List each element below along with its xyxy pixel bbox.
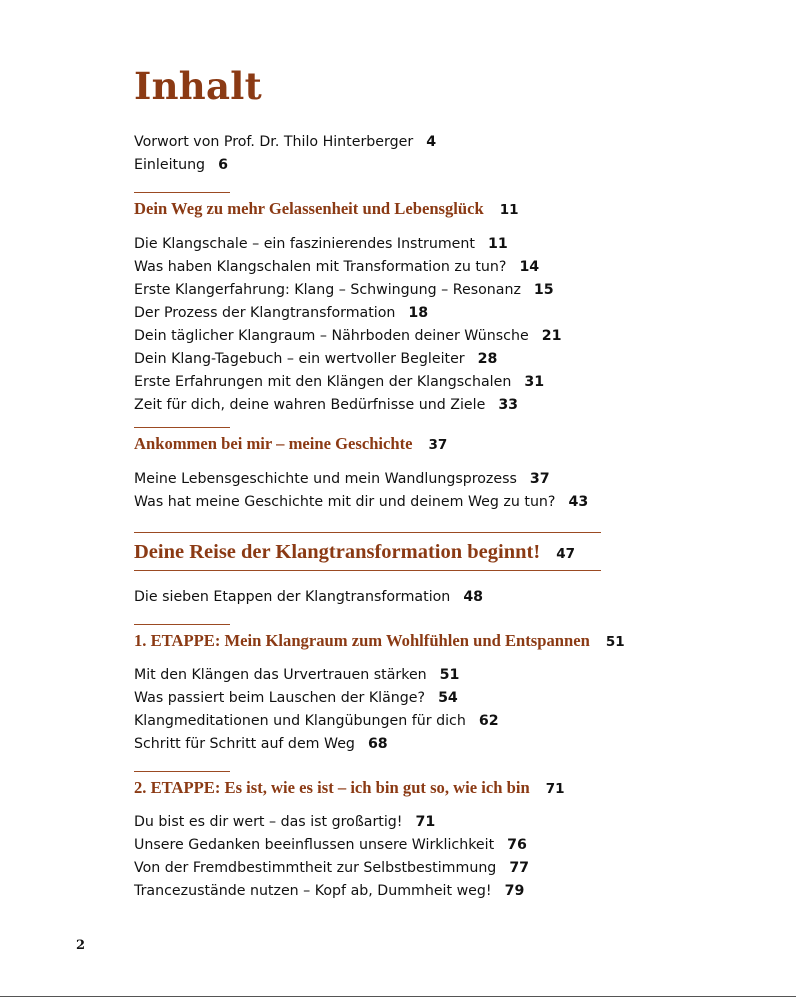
toc-entry[interactable] bbox=[134, 811, 529, 834]
toc-entry-page: 18 bbox=[408, 305, 429, 321]
toc-entry-page: 37 bbox=[529, 471, 550, 487]
toc-entry-page: 21 bbox=[541, 328, 562, 344]
part-heading-page: 47 bbox=[556, 546, 575, 562]
toc-entry[interactable] bbox=[134, 857, 529, 880]
toc-entry-text: Die Klangschale – ein faszinierendes Instrument bbox=[134, 236, 475, 252]
toc-entry-page: 77 bbox=[509, 860, 530, 876]
section-entries bbox=[134, 233, 561, 417]
toc-entry[interactable] bbox=[134, 302, 561, 325]
section-entries bbox=[134, 664, 499, 756]
toc-entry-page: 71 bbox=[415, 814, 436, 830]
toc-entry-text: Zeit für dich, deine wahren Bedürfnisse und Ziele bbox=[134, 397, 486, 413]
section-heading-page: 37 bbox=[428, 437, 448, 453]
section-heading-page: 71 bbox=[545, 781, 565, 797]
toc-entry-page: 62 bbox=[478, 713, 499, 729]
toc-entry[interactable] bbox=[134, 880, 529, 903]
section-rule bbox=[134, 771, 230, 772]
toc-entry-text: Dein Klang-Tagebuch – ein wertvoller Begleiter bbox=[134, 351, 465, 367]
page-number: 2 bbox=[76, 938, 86, 953]
section-heading-text: 2. ETAPPE: Es ist, wie es ist – ich bin gut so, wie ich bin bbox=[134, 778, 530, 797]
toc-entry-text: Du bist es dir wert – das ist großartig! bbox=[134, 814, 403, 830]
toc-entry[interactable] bbox=[134, 233, 561, 256]
toc-entry[interactable] bbox=[134, 154, 436, 177]
toc-entry-page: 79 bbox=[504, 883, 525, 899]
toc-entry[interactable] bbox=[134, 710, 499, 733]
section-heading[interactable] bbox=[134, 624, 625, 654]
section-heading[interactable] bbox=[134, 192, 519, 222]
part-heading[interactable] bbox=[134, 532, 601, 571]
section-entries bbox=[134, 586, 483, 609]
section-heading-text: Ankommen bei mir – meine Geschichte bbox=[134, 434, 413, 453]
toc-entry-page: 11 bbox=[487, 236, 508, 252]
toc-entry[interactable] bbox=[134, 131, 436, 154]
toc-entry[interactable] bbox=[134, 394, 561, 417]
toc-entry-page: 6 bbox=[218, 157, 228, 173]
section-rule bbox=[134, 427, 230, 428]
toc-entry-page: 68 bbox=[367, 736, 388, 752]
toc-entry-text: Meine Lebensgeschichte und mein Wandlungsprozess bbox=[134, 471, 517, 487]
toc-entry[interactable] bbox=[134, 371, 561, 394]
toc-entry-text: Erste Klangerfahrung: Klang – Schwingung – Resonanz bbox=[134, 282, 521, 298]
toc-entry-text: Erste Erfahrungen mit den Klängen der Klangschalen bbox=[134, 374, 512, 390]
toc-entry-page: 31 bbox=[524, 374, 545, 390]
section-entries bbox=[134, 811, 529, 903]
toc-entry-page: 33 bbox=[498, 397, 519, 413]
toc-entry[interactable] bbox=[134, 733, 499, 756]
section-heading-page: 11 bbox=[499, 202, 519, 218]
toc-entry[interactable] bbox=[134, 256, 561, 279]
toc-entry-text: Mit den Klängen das Urvertrauen stärken bbox=[134, 667, 427, 683]
toc-entry-text: Einleitung bbox=[134, 157, 206, 173]
section-rule bbox=[134, 624, 230, 625]
section-heading[interactable] bbox=[134, 771, 564, 801]
toc-entry[interactable] bbox=[134, 687, 499, 710]
toc-entry-text: Was haben Klangschalen mit Transformation zu tun? bbox=[134, 259, 507, 275]
toc-entry[interactable] bbox=[134, 325, 561, 348]
toc-entry-page: 48 bbox=[463, 589, 484, 605]
page-title: Inhalt bbox=[134, 64, 263, 108]
toc-entry-text: Der Prozess der Klangtransformation bbox=[134, 305, 396, 321]
section-rule bbox=[134, 192, 230, 193]
toc-entry-page: 76 bbox=[507, 837, 527, 853]
part-heading-text: Deine Reise der Klangtransformation beginnt! bbox=[134, 541, 541, 563]
toc-entry-page: 14 bbox=[519, 259, 540, 275]
toc-entry-text: Schritt für Schritt auf dem Weg bbox=[134, 736, 355, 752]
part-rule-bottom bbox=[134, 570, 601, 571]
toc-entry-text: Was hat meine Geschichte mit dir und deinem Weg zu tun? bbox=[134, 494, 556, 510]
intro-list bbox=[134, 131, 436, 177]
toc-entry[interactable] bbox=[134, 348, 561, 371]
toc-entry-text: Klangmeditationen und Klangübungen für dich bbox=[134, 713, 466, 729]
toc-entry-text: Dein täglicher Klangraum – Nährboden deiner Wünsche bbox=[134, 328, 529, 344]
page-bottom-edge bbox=[0, 996, 796, 997]
toc-entry-text: Die sieben Etappen der Klangtransformation bbox=[134, 589, 451, 605]
toc-entry[interactable] bbox=[134, 834, 529, 857]
toc-entry-text: Vorwort von Prof. Dr. Thilo Hinterberger bbox=[134, 134, 414, 150]
toc-entry[interactable] bbox=[134, 664, 499, 687]
toc-entry-page: 51 bbox=[439, 667, 460, 683]
section-heading[interactable] bbox=[134, 427, 447, 457]
toc-entry-page: 43 bbox=[568, 494, 589, 510]
toc-entry-text: Trancezustände nutzen – Kopf ab, Dummheit weg! bbox=[134, 883, 492, 899]
toc-entry-text: Von der Fremdbestimmtheit zur Selbstbestimmung bbox=[134, 860, 497, 876]
toc-entry-page: 4 bbox=[426, 134, 437, 150]
section-heading-text: 1. ETAPPE: Mein Klangraum zum Wohlfühlen und Entspannen bbox=[134, 631, 590, 650]
toc-entry[interactable] bbox=[134, 491, 588, 514]
toc-entry-text: Unsere Gedanken beeinflussen unsere Wirklichkeit bbox=[134, 837, 495, 853]
part-rule-top bbox=[134, 532, 601, 533]
section-heading-text: Dein Weg zu mehr Gelassenheit und Lebensglück bbox=[134, 199, 484, 218]
toc-entry[interactable] bbox=[134, 279, 561, 302]
toc-entry-text: Was passiert beim Lauschen der Klänge? bbox=[134, 690, 426, 706]
section-heading-page: 51 bbox=[605, 634, 625, 650]
toc-entry[interactable] bbox=[134, 468, 588, 491]
section-entries bbox=[134, 468, 588, 514]
toc-entry-page: 28 bbox=[477, 351, 498, 367]
toc-entry-page: 54 bbox=[438, 690, 458, 706]
toc-entry[interactable] bbox=[134, 586, 483, 609]
toc-entry-page: 15 bbox=[533, 282, 554, 298]
